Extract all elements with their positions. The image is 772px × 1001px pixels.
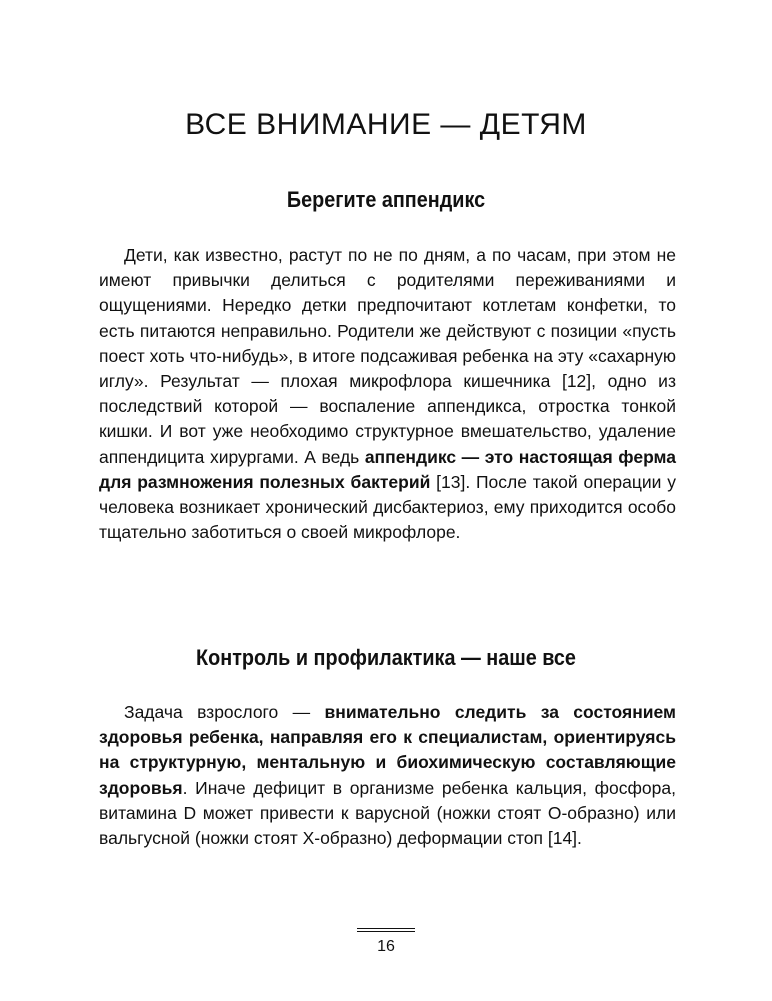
paragraph-prevention	[99, 700, 676, 851]
section-heading-prevention: Контроль и профилактика — наше все	[196, 645, 576, 670]
paragraph-text: . Иначе дефицит в организме ребенка кальция, фосфора, витамина D может привести к варусной (ножки стоят О-образно) или вальгусной (ножки стоят Х-образно) деформации стоп [14].	[99, 777, 676, 849]
footer-rule	[357, 928, 415, 929]
paragraph-appendix	[99, 243, 676, 545]
paragraph-text: Задача взрослого —	[124, 702, 325, 722]
chapter-title: ВСЕ ВНИМАНИЕ — ДЕТЯМ	[185, 108, 587, 141]
bold-emphasis: аппендикс — это настоящая ферма для размножения полезных бактерий	[99, 446, 676, 492]
section-heading-appendix: Берегите аппендикс	[286, 187, 486, 212]
bold-emphasis: внимательно следить за состоянием здоровья ребенка, направляя его к специалистам, ориентируясь на структурную, ментальную и биохимическую составляющие здоровья	[99, 702, 676, 798]
paragraph-text: Дети, как известно, растут по не по дням, а по часам, при этом не имеют привычки делиться с родителями переживаниями и ощущениями. Нередко детки предпочитают котлетам конфетки, то есть питаются неправильно. Родители же действуют с позиции «пусть поест хоть что-нибудь», в итоге подсаживая ребенка на эту «сахарную иглу». Результат — плохая микрофлора кишечника [12], одно из последствий которой — воспаление аппендикса, отростка тонкой кишки. И вот уже необходимо структурное вмешательство, удаление аппендицита хирургами. А ведь	[99, 245, 676, 467]
footer-rule	[357, 931, 415, 932]
paragraph-text: [13]. После такой операции у человека возникает хронический дисбактериоз, ему приходится особо тщательно заботиться о своей микрофлоре.	[99, 471, 677, 543]
page-number: 16	[377, 938, 395, 955]
